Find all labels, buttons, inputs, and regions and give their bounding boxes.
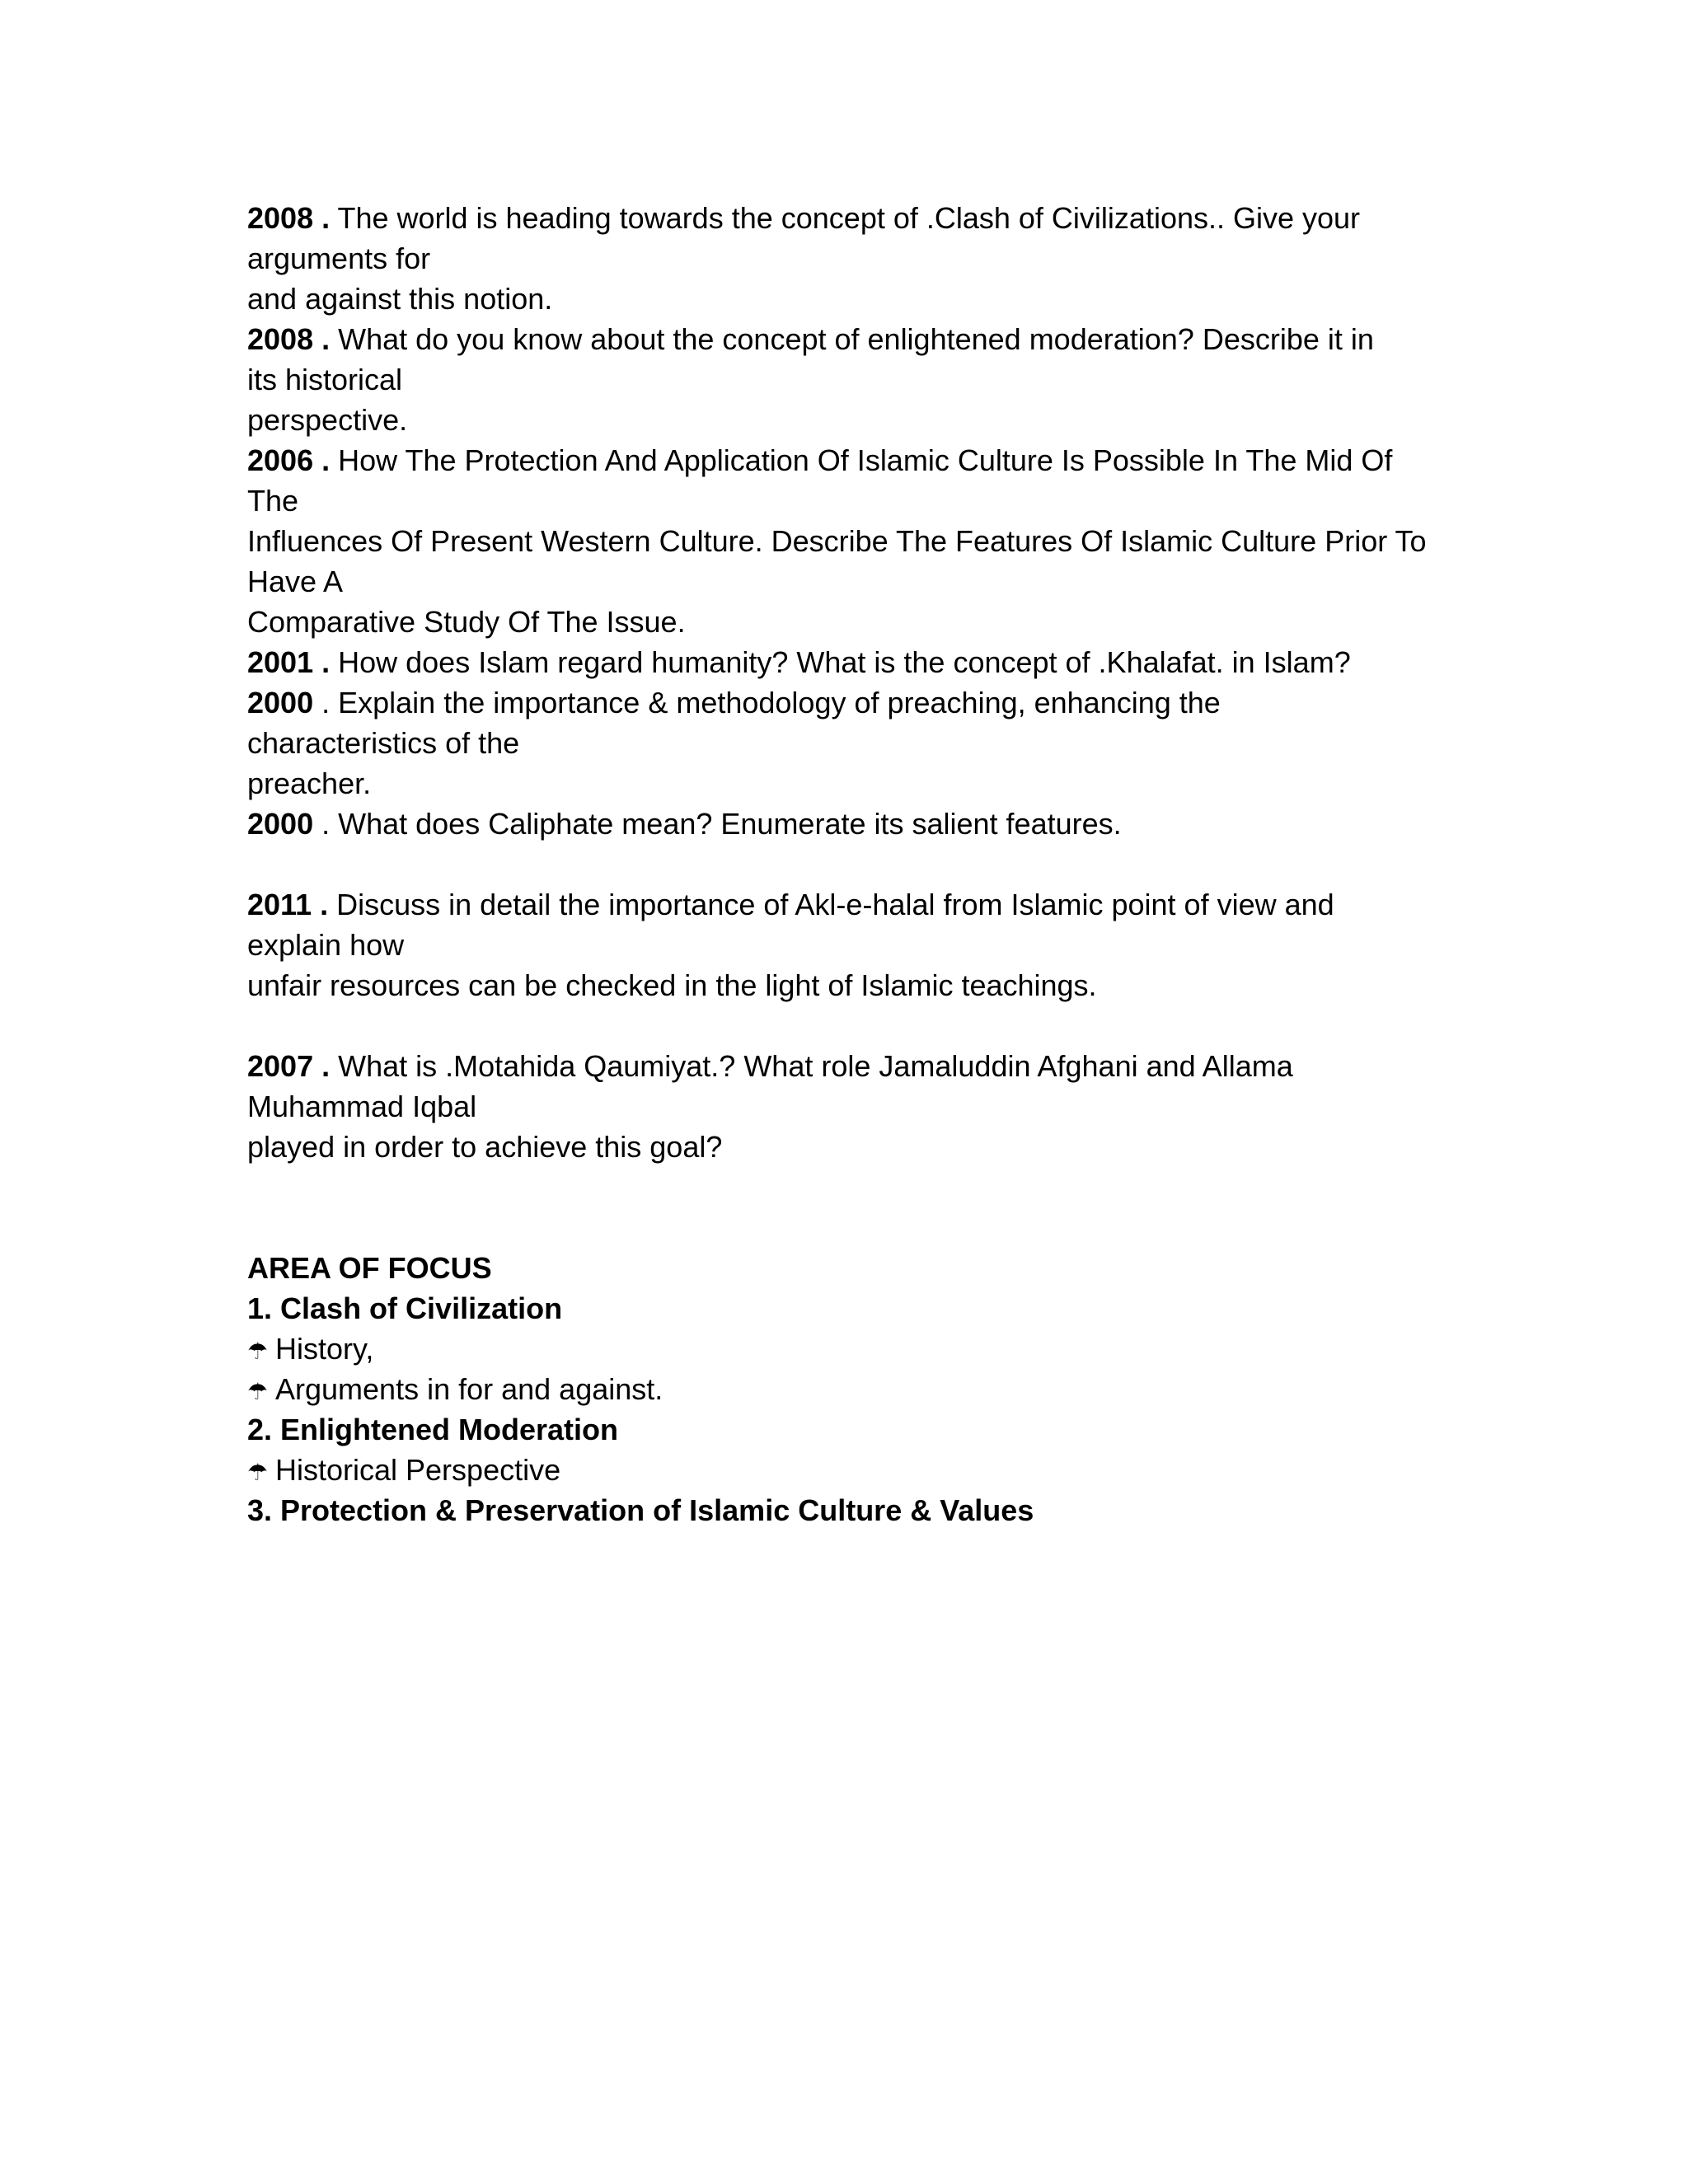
focus-subitem: [247, 1329, 1451, 1369]
focus-item-title: 1. Clash of Civilization: [247, 1291, 563, 1325]
question-text: unfair resources can be checked in the light of Islamic teachings.: [247, 968, 1097, 1002]
question-text: What is .Motahida Qaumiyat.? What role Jamaluddin Afghani and Allama: [338, 1049, 1293, 1083]
spacer: [247, 1207, 1451, 1248]
question-text: played in order to achieve this goal?: [247, 1130, 723, 1164]
question-text: arguments for: [247, 241, 431, 275]
question-text: How The Protection And Application Of Islamic Culture Is Possible In The Mid Of: [338, 443, 1393, 477]
question-text: Influences Of Present Western Culture. Describe The Features Of Islamic Culture Prior To: [247, 524, 1427, 558]
question-text: explain how: [247, 928, 405, 962]
question-text: How does Islam regard humanity? What is the concept of .Khalafat. in Islam?: [338, 645, 1351, 679]
question-year: 2006 .: [247, 443, 331, 477]
question-2000-a: [247, 682, 1451, 723]
question-text: . What does Caliphate mean? Enumerate its salient features.: [321, 807, 1122, 841]
question-year: 2007 .: [247, 1049, 331, 1083]
spacer: [247, 844, 1451, 884]
question-text: Comparative Study Of The Issue.: [247, 605, 686, 639]
question-2007: [247, 1046, 1451, 1086]
question-text: Muhammad Iqbal: [247, 1090, 477, 1123]
spacer: [247, 1005, 1451, 1046]
question-2008-a: [247, 198, 1451, 238]
focus-subitem-text: Historical Perspective: [275, 1453, 561, 1487]
question-2001: [247, 642, 1451, 682]
question-2000-b: [247, 804, 1451, 844]
umbrella-icon: ☂: [247, 1338, 269, 1364]
question-text: preacher.: [247, 766, 372, 800]
focus-item-title: 2. Enlightened Moderation: [247, 1413, 619, 1446]
question-text: characteristics of the: [247, 726, 520, 760]
focus-subitem-text: Arguments in for and against.: [275, 1372, 663, 1406]
question-year: 2001 .: [247, 645, 331, 679]
question-text: What do you know about the concept of enlightened moderation? Describe it in: [338, 322, 1374, 356]
question-2008-b: [247, 319, 1451, 359]
question-text: The world is heading towards the concept of .Clash of Civilizations.. Give your: [337, 201, 1361, 235]
question-text: The: [247, 484, 299, 518]
spacer: [247, 1167, 1451, 1207]
document-content: [247, 198, 1451, 1530]
question-2011: [247, 884, 1451, 925]
question-text: Have A: [247, 565, 344, 598]
question-text: . Explain the importance & methodology of preaching, enhancing the: [321, 686, 1221, 719]
focus-subitem-text: History,: [275, 1332, 374, 1366]
umbrella-icon: ☂: [247, 1460, 269, 1485]
focus-item-title: 3. Protection & Preservation of Islamic Culture & Values: [247, 1493, 1034, 1527]
question-text: its historical: [247, 363, 403, 396]
umbrella-icon: ☂: [247, 1379, 269, 1404]
question-year: 2008 .: [247, 201, 331, 235]
question-year: 2011 .: [247, 888, 329, 921]
focus-heading: AREA OF FOCUS: [247, 1251, 492, 1285]
question-text: Discuss in detail the importance of Akl-e-halal from Islamic point of view and: [336, 888, 1334, 921]
focus-subitem: [247, 1369, 1451, 1409]
question-year: 2000: [247, 686, 314, 719]
question-text: perspective.: [247, 403, 408, 437]
question-year: 2000: [247, 807, 314, 841]
question-text: and against this notion.: [247, 282, 553, 316]
question-2006: [247, 440, 1451, 480]
question-year: 2008 .: [247, 322, 331, 356]
focus-subitem: [247, 1450, 1451, 1490]
